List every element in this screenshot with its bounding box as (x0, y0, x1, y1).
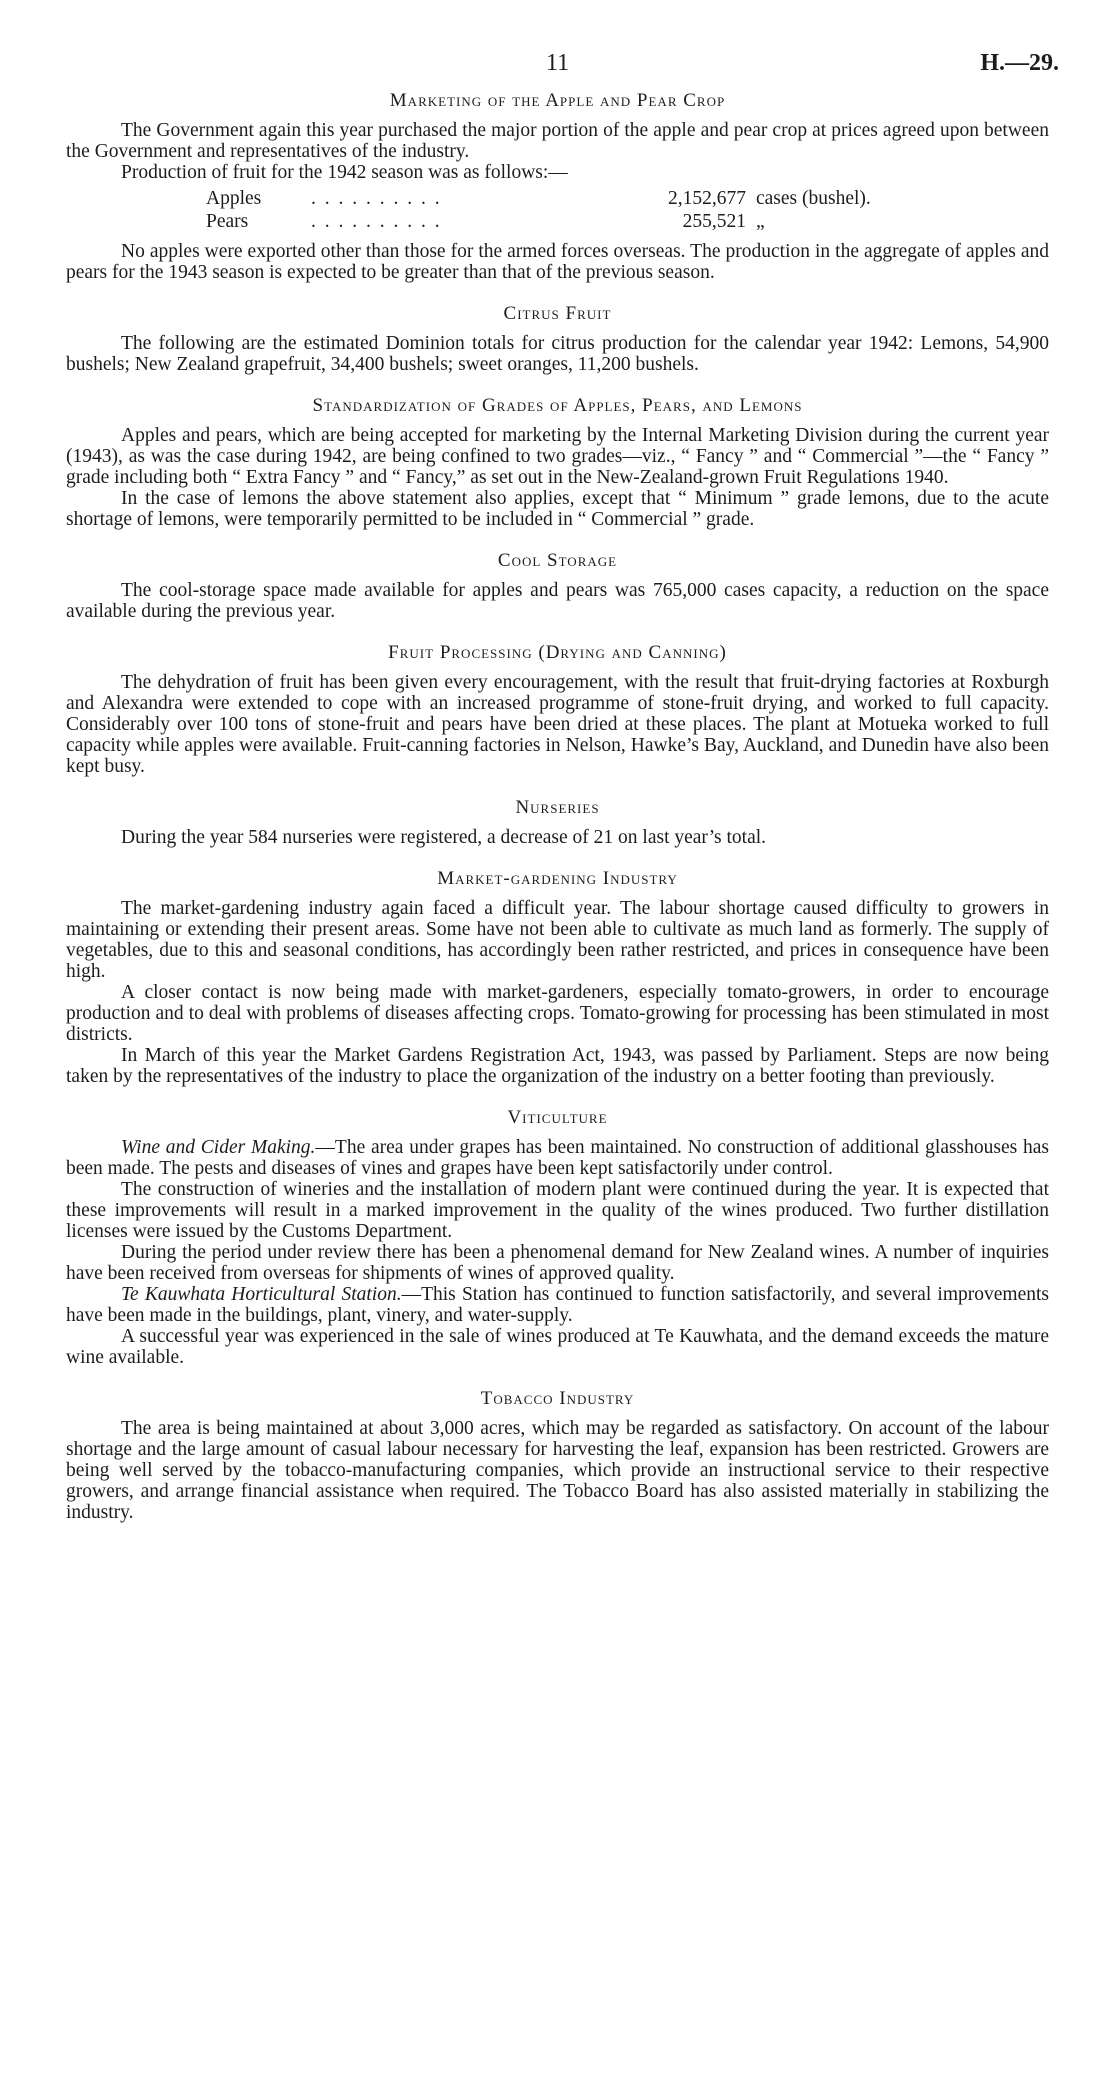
paragraph: The Government again this year purchased the major portion of the apple and pear crop at prices agreed upon between the Government and representatives of the industry. (66, 120, 1049, 162)
italic-lead: Te Kauwhata Horticultural Station. (121, 1284, 402, 1305)
produce-name: Pears (206, 211, 249, 232)
section-standardization (66, 395, 1049, 530)
paragraph: The dehydration of fruit has been given every encouragement, with the result that fruit-drying factories at Roxburgh and Alexandra were extended to cope with an increased programme of stone-fruit drying, and worked to full capacity. Considerably over 100 tons of stone-fruit and pears have been dried at these places. The plant at Motueka worked to full capacity while apples were available. Fruit-canning factories in Nelson, Hawke’s Bay, Auckland, and Dunedin have also been kept busy. (66, 672, 1049, 777)
section-heading: Cool Storage (497, 550, 618, 571)
paragraph-body: —The area under grapes has been maintained. No construction of additional glasshouses has been made. The pests and diseases of vines and grapes have been kept satisfactorily under control. (66, 1137, 1049, 1179)
paragraph (66, 1137, 1049, 1179)
paragraph: During the year 584 nurseries were registered, a decrease of 21 on last year’s total. (121, 827, 767, 848)
section-heading: Nurseries (515, 797, 600, 818)
page-header (66, 50, 1059, 90)
section-tobacco (66, 1388, 1049, 1523)
paragraph: In the case of lemons the above statement also applies, except that “ Minimum ” grade lemons, due to the acute shortage of lemons, were temporarily permitted to be included in “ Commercial ” grade. (66, 488, 1049, 530)
document-page (66, 50, 1059, 1523)
section-heading: Standardization of Grades of Apples, Pears, and Lemons (312, 395, 803, 416)
produce-unit: cases (bushel). (756, 188, 871, 209)
section-marketing (66, 90, 1049, 283)
paragraph: Production of fruit for the 1942 season was as follows:— (121, 162, 568, 183)
leader-dots: . . . . . . . . . . (311, 211, 442, 232)
section-cool-storage (66, 550, 1049, 622)
paragraph: In March of this year the Market Gardens Registration Act, 1943, was passed by Parliament. Steps are now being taken by the representatives of the industry to place the organization of the industry on a better footing than previously. (66, 1045, 1049, 1087)
produce-name: Apples (206, 188, 262, 209)
section-fruit-processing (66, 642, 1049, 777)
paragraph: Apples and pears, which are being accepted for marketing by the Internal Marketing Division during the current year (1943), as was the case during 1942, are being confined to two grades—viz., “ Fancy ” and “ Commercial ”—the “ Fancy ” grade including both “ Extra Fancy ” and “ Fancy,” as set out in the New-Zealand-grown Fruit Regulations 1940. (66, 425, 1049, 488)
section-market-gardening (66, 868, 1049, 1087)
section-nurseries (66, 797, 1049, 848)
produce-unit: „ (756, 211, 765, 232)
section-viticulture (66, 1107, 1049, 1368)
page-number: 11 (546, 50, 570, 76)
section-heading: Market-gardening Industry (437, 868, 678, 889)
paragraph: The construction of wineries and the installation of modern plant were continued during the year. It is expected that these improvements will result in a marked improvement in the quality of the wines produced. Two further distillation licenses were issued by the Customs Department. (66, 1179, 1049, 1242)
production-row (66, 210, 1049, 233)
paragraph: The cool-storage space made available for apples and pears was 765,000 cases capacity, a reduction on the space available during the previous year. (66, 580, 1049, 622)
paragraph (66, 1284, 1049, 1326)
italic-lead: Wine and Cider Making. (121, 1137, 316, 1158)
section-heading: Marketing of the Apple and Pear Crop (389, 90, 726, 111)
paragraph-body: —This Station has continued to function satisfactorily, and several improvements have been made in the buildings, plant, vinery, and water-supply. (66, 1284, 1049, 1326)
paragraph: No apples were exported other than those for the armed forces overseas. The production in the aggregate of apples and pears for the 1943 season is expected to be greater than that of the previous season. (66, 241, 1049, 283)
section-heading: Fruit Processing (Drying and Canning) (388, 642, 727, 663)
produce-quantity: 255,521 (682, 211, 746, 232)
paragraph: The market-gardening industry again faced a difficult year. The labour shortage caused difficulty to growers in maintaining or extending their present areas. Some have not been able to cultivate as much land as formerly. The supply of vegetables, due to this and seasonal conditions, has accordingly been rather restricted, and prices in consequence have been high. (66, 898, 1049, 982)
section-heading: Tobacco Industry (480, 1388, 635, 1409)
document-reference: H.—29. (980, 50, 1059, 76)
produce-quantity: 2,152,677 (668, 188, 746, 209)
leader-dots: . . . . . . . . . . (311, 188, 442, 209)
paragraph: The area is being maintained at about 3,000 acres, which may be regarded as satisfactory. On account of the labour shortage and the large amount of casual labour necessary for harvesting the leaf, expansion has been restricted. Growers are being well served by the tobacco-manufacturing companies, which provide an instructional service to their respective growers, and arrange financial assistance when required. The Tobacco Board has also assisted materially in stabilizing the industry. (66, 1418, 1049, 1523)
section-citrus (66, 303, 1049, 375)
section-heading: Viticulture (507, 1107, 608, 1128)
paragraph: A successful year was experienced in the sale of wines produced at Te Kauwhata, and the demand exceeds the mature wine available. (66, 1326, 1049, 1368)
paragraph: The following are the estimated Dominion totals for citrus production for the calendar year 1942: Lemons, 54,900 bushels; New Zealand grapefruit, 34,400 bushels; sweet oranges, 11,200 bushels. (66, 333, 1049, 375)
production-row (66, 187, 1049, 210)
paragraph: During the period under review there has been a phenomenal demand for New Zealand wines. A number of inquiries have been received from overseas for shipments of wines of approved quality. (66, 1242, 1049, 1284)
paragraph: A closer contact is now being made with market-gardeners, especially tomato-growers, in order to encourage production and to deal with problems of diseases affecting crops. Tomato-growing for processing has been stimulated in most districts. (66, 982, 1049, 1045)
section-heading: Citrus Fruit (503, 303, 612, 324)
production-table (66, 187, 1049, 233)
